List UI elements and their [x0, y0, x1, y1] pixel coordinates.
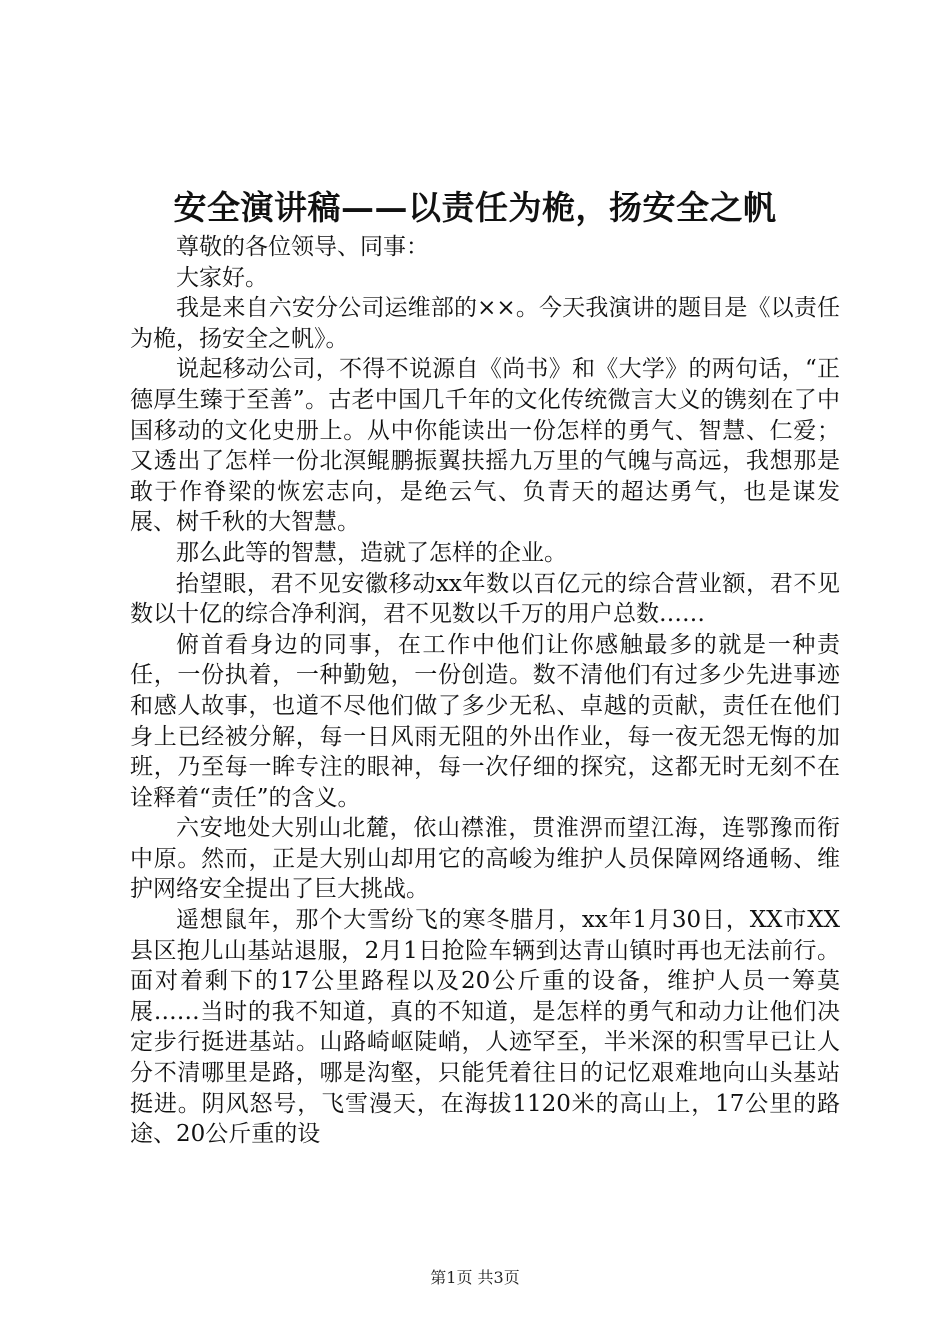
paragraph-greeting: 大家好。 [176, 264, 268, 291]
paragraph-snow-story: 遥想鼠年，那个大雪纷飞的寒冬腊月，xx年1月30日，XX市XX县区抱儿山基站退服，2月1日抢险车辆到达青山镇时再也无法前行。面对着剩下的17公里路程以及20公斤重的设备，维护人员一筹莫展……当时的我不知道，真的不知道，是怎样的勇气和动力让他们决定步行挺进基站。山路崎岖陡峭，人迹罕至，半米深的积雪早已让人分不清哪里是路，哪是沟壑，只能凭着往日的记忆艰难地向山头基站挺进。阴风怒号，飞雪漫天，在海拔1120米的高山上，17公里的路途、20公斤重的设 [130, 907, 840, 1148]
paragraph-luan-geography: 六安地处大别山北麓，依山襟淮，贯淮淠而望江海，连鄂豫而衔中原。然而，正是大别山却用它的高峻为维护人员保障网络通畅、维护网络安全提出了巨大挑战。 [130, 815, 840, 903]
document-title: 安全演讲稿——以责任为桅，扬安全之帆 [173, 188, 777, 227]
paragraph-introduction: 我是来自六安分公司运维部的××。今天我演讲的题目是《以责任为桅，扬安全之帆》。 [130, 295, 840, 352]
paragraph-salutation: 尊敬的各位领导、同事： [176, 234, 429, 260]
paragraph-wisdom: 那么此等的智慧，造就了怎样的企业。 [176, 539, 567, 566]
page-number-footer: 第1页 共3页 [430, 1268, 520, 1287]
paragraph-achievements: 抬望眼，君不见安徽移动xx年数以百亿元的综合营业额，君不见数以十亿的综合净利润，君不见数以千万的用户总数…… [130, 570, 840, 628]
paragraph-company-culture: 说起移动公司，不得不说源自《尚书》和《大学》的两句话，“正德厚生臻于至善”。古老中国几千年的文化传统微言大义的镌刻在了中国移动的文化史册上。从中你能读出一份怎样的勇气、智慧、仁爱；又透出了怎样一份北溟鲲鹏振翼扶摇九万里的气魄与高远，我想那是敢于作脊梁的恢宏志向，是绝云气、负青天的超达勇气，也是谋发展、树千秋的大智慧。 [130, 356, 840, 536]
document-body [130, 232, 840, 1150]
paragraph-colleagues: 俯首看身边的同事，在工作中他们让你感触最多的就是一种责任，一份执着，一种勤勉，一份创造。数不清他们有过多少先进事迹和感人故事，也道不尽他们做了多少无私、卓越的贡献，责任在他们身上已经被分解，每一日风雨无阻的外出作业，每一夜无怨无悔的加班，乃至每一眸专注的眼神，每一次仔细的探究，这都无时无刻不在诠释着“责任”的含义。 [130, 631, 840, 811]
